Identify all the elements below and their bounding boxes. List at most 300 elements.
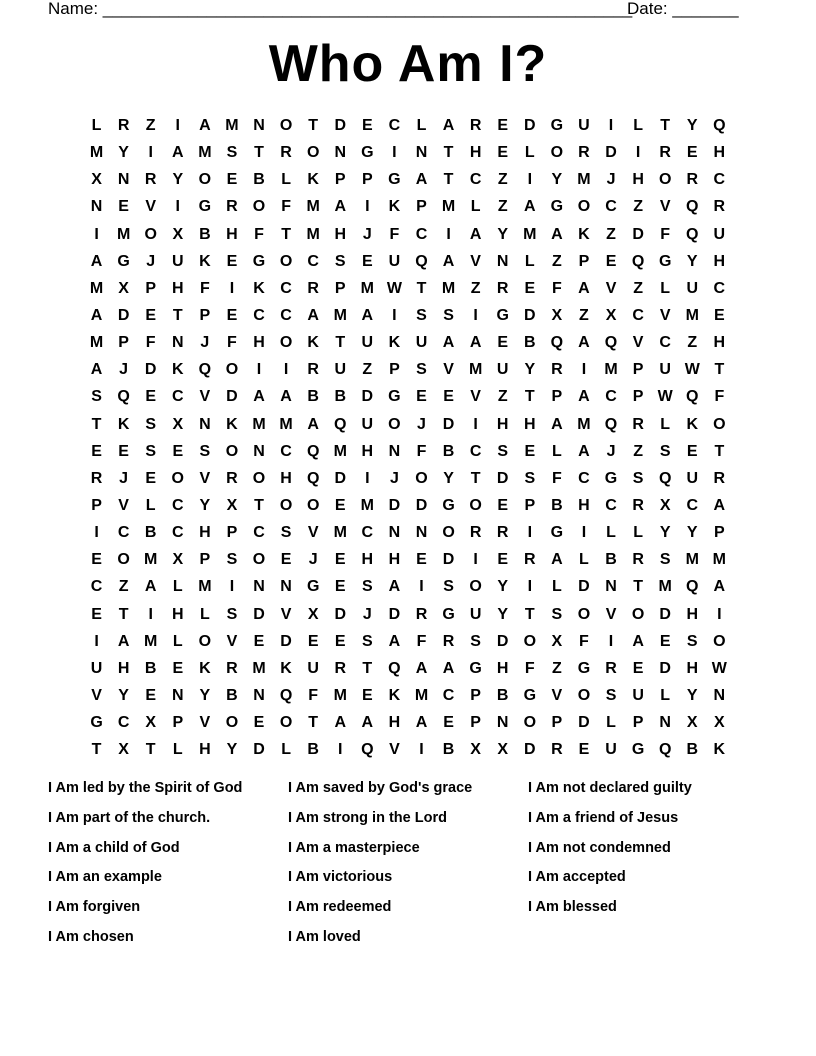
grid-cell: D <box>605 144 617 162</box>
grid-cell: P <box>91 496 102 514</box>
grid-cell: T <box>118 605 129 623</box>
grid-cell: T <box>145 741 156 759</box>
grid-cell: V <box>605 279 617 297</box>
grid-row <box>83 112 733 139</box>
grid-cell: S <box>659 551 671 569</box>
grid-cell: E <box>118 442 129 460</box>
grid-cell: S <box>91 388 102 406</box>
grid-cell: E <box>714 306 725 324</box>
grid-cell: L <box>606 714 616 732</box>
word-list-item: I Am a friend of Jesus <box>528 809 679 826</box>
grid-cell: E <box>659 632 671 650</box>
grid-cell: Z <box>470 279 481 297</box>
grid-cell: Q <box>306 442 320 460</box>
grid-row <box>83 709 733 736</box>
grid-cell: N <box>388 524 401 542</box>
grid-cell: Q <box>198 361 212 379</box>
grid-cell: O <box>279 117 293 134</box>
grid-cell: B <box>686 741 699 759</box>
grid-cell: R <box>578 144 590 162</box>
grid-cell: U <box>307 659 319 677</box>
grid-cell: F <box>714 388 725 406</box>
grid-cell: T <box>416 279 427 297</box>
word-list-item: I Am saved by God's grace <box>288 780 473 796</box>
grid-cell: D <box>334 469 347 487</box>
grid-cell: T <box>714 442 725 460</box>
grid-cell: K <box>307 171 319 189</box>
grid-cell: V <box>632 334 644 352</box>
grid-cell: W <box>386 279 402 297</box>
grid-cell: D <box>659 659 671 677</box>
grid-cell: E <box>497 144 509 162</box>
grid-row <box>83 655 733 682</box>
grid-cell: M <box>252 415 266 433</box>
grid-cell: R <box>226 469 238 487</box>
grid-cell: K <box>226 415 238 433</box>
grid-cell: T <box>633 578 643 596</box>
grid-cell: A <box>632 632 644 650</box>
grid-cell: L <box>579 551 589 569</box>
grid-cell: I <box>256 361 262 379</box>
grid-cell: U <box>361 334 374 352</box>
grid-row <box>83 221 733 248</box>
grid-row <box>83 411 733 438</box>
grid-cell: R <box>307 279 319 297</box>
grid-cell: P <box>632 361 644 379</box>
grid-cell: H <box>524 415 536 433</box>
grid-cell: S <box>632 469 644 487</box>
grid-cell: R <box>686 171 699 189</box>
grid-cell: E <box>632 659 644 677</box>
grid-cell: I <box>608 117 614 134</box>
grid-cell: C <box>686 496 699 514</box>
grid-cell: C <box>117 524 130 542</box>
grid-cell: G <box>388 388 401 406</box>
grid-cell: T <box>281 225 291 243</box>
grid-cell: C <box>171 524 184 542</box>
grid-cell: X <box>714 714 725 732</box>
grid-cell: A <box>551 551 563 569</box>
grid-cell: N <box>171 686 184 704</box>
grid-cell: M <box>658 578 672 596</box>
grid-cell: E <box>361 117 373 134</box>
grid-cell: L <box>551 442 562 460</box>
grid-cell: F <box>524 659 535 677</box>
grid-cell: F <box>308 686 319 704</box>
grid-cell: K <box>117 415 130 433</box>
grid-cell: E <box>361 252 373 270</box>
grid-cell: A <box>280 388 292 406</box>
grid-cell: I <box>446 225 451 243</box>
grid-cell: J <box>119 361 129 379</box>
date-field-line: Date: _______ <box>627 0 739 18</box>
grid-cell: X <box>172 225 184 243</box>
grid-cell: H <box>226 225 238 243</box>
grid-cell: R <box>551 361 563 379</box>
grid-cell: L <box>470 198 481 216</box>
grid-cell: Y <box>497 578 509 596</box>
grid-cell: E <box>226 306 238 324</box>
grid-cell: S <box>686 632 698 650</box>
grid-cell: P <box>578 252 590 270</box>
grid-cell: Y <box>199 686 211 704</box>
grid-cell: E <box>307 632 319 650</box>
grid-cell: A <box>442 117 455 134</box>
grid-cell: O <box>306 144 320 162</box>
grid-cell: A <box>388 632 401 650</box>
grid-cell: M <box>360 496 374 514</box>
grid-cell: E <box>91 442 102 460</box>
grid-cell: L <box>551 578 562 596</box>
grid-cell: O <box>279 252 293 270</box>
grid-cell: D <box>388 605 401 623</box>
grid-cell: L <box>660 415 671 433</box>
grid-cell: M <box>685 551 699 569</box>
grid-cell: R <box>469 117 482 134</box>
grid-cell: M <box>89 334 104 352</box>
grid-cell: X <box>226 496 238 514</box>
grid-cell: R <box>469 524 482 542</box>
grid-cell: S <box>416 306 427 324</box>
grid-cell: R <box>144 171 157 189</box>
grid-cell: U <box>496 361 509 379</box>
grid-cell: V <box>307 524 319 542</box>
grid-cell: Y <box>686 252 698 270</box>
grid-cell: G <box>658 252 672 270</box>
grid-cell: X <box>91 171 102 189</box>
grid-cell: M <box>279 415 293 433</box>
grid-cell: B <box>334 388 347 406</box>
grid-cell: G <box>306 578 320 596</box>
grid-cell: T <box>254 496 264 514</box>
grid-cell: L <box>199 605 210 623</box>
grid-cell: X <box>686 714 698 732</box>
grid-cell: A <box>578 334 590 352</box>
grid-cell: G <box>604 469 618 487</box>
grid-cell: M <box>306 198 320 216</box>
grid-cell: N <box>713 686 726 704</box>
grid-cell: A <box>442 252 455 270</box>
grid-cell: Q <box>334 415 347 433</box>
grid-cell: I <box>283 361 289 379</box>
grid-cell: D <box>361 388 374 406</box>
grid-cell: G <box>496 306 509 324</box>
grid-cell: A <box>578 442 590 460</box>
grid-cell: A <box>307 306 319 324</box>
grid-cell: D <box>632 225 644 243</box>
grid-cell: E <box>226 252 238 270</box>
grid-cell: M <box>360 279 374 297</box>
grid-cell: M <box>604 361 618 379</box>
grid-cell: D <box>117 306 130 324</box>
grid-cell: A <box>117 632 130 650</box>
grid-cell: R <box>496 279 509 297</box>
grid-cell: U <box>659 361 671 379</box>
grid-cell: C <box>280 442 292 460</box>
grid-cell: V <box>470 252 481 270</box>
grid-cell: B <box>144 524 157 542</box>
grid-cell: D <box>253 605 265 623</box>
grid-cell: V <box>280 605 292 623</box>
grid-cell: O <box>252 469 266 487</box>
grid-cell: E <box>443 714 454 732</box>
grid-cell: P <box>334 279 346 297</box>
grid-cell: W <box>657 388 673 406</box>
grid-cell: B <box>307 388 319 406</box>
grid-cell: H <box>361 551 374 569</box>
grid-cell: L <box>633 524 643 542</box>
grid-cell: H <box>496 659 509 677</box>
grid-cell: D <box>388 496 401 514</box>
page-title: Who Am I? <box>268 35 548 93</box>
grid-row <box>83 573 733 600</box>
grid-cell: C <box>171 496 184 514</box>
grid-cell: R <box>117 117 130 134</box>
grid-cell: L <box>281 171 291 189</box>
grid-cell: A <box>551 415 563 433</box>
grid-cell: H <box>280 469 292 487</box>
word-list-item: I Am an example <box>48 869 162 886</box>
grid-cell: F <box>389 225 400 243</box>
grid-cell: B <box>226 686 238 704</box>
grid-cell: Q <box>631 252 645 270</box>
grid-cell: E <box>578 741 590 759</box>
grid-cell: S <box>497 442 509 460</box>
grid-cell: H <box>253 334 265 352</box>
grid-cell: O <box>144 225 157 243</box>
grid-cell: T <box>660 117 671 134</box>
grid-cell: M <box>252 659 266 677</box>
word-list-item: I Am a child of God <box>48 839 180 856</box>
grid-cell: J <box>119 469 129 487</box>
grid-cell: I <box>581 361 587 379</box>
word-list-item: I Am chosen <box>48 928 134 945</box>
grid-cell: H <box>713 334 726 352</box>
grid-cell: C <box>469 171 482 189</box>
grid-cell: F <box>254 225 264 243</box>
grid-cell: R <box>524 551 536 569</box>
grid-cell: P <box>172 714 184 732</box>
grid-cell: I <box>94 225 99 243</box>
grid-cell: P <box>632 714 644 732</box>
grid-cell: B <box>307 741 319 759</box>
grid-cell: F <box>551 469 562 487</box>
grid-cell: Y <box>524 361 536 379</box>
grid-cell: A <box>469 225 482 243</box>
grid-cell: F <box>416 442 427 460</box>
grid-cell: K <box>199 252 211 270</box>
grid-cell: A <box>578 279 590 297</box>
grid-cell: A <box>578 388 590 406</box>
grid-cell: B <box>144 659 157 677</box>
grid-cell: O <box>252 198 266 216</box>
grid-cell: O <box>713 415 726 433</box>
grid-cell: N <box>280 578 292 596</box>
grid-cell: Q <box>658 741 672 759</box>
grid-cell: E <box>443 388 454 406</box>
grid-cell: M <box>441 279 456 297</box>
grid-cell: K <box>388 686 401 704</box>
grid-cell: N <box>659 714 671 732</box>
grid-cell: R <box>415 605 428 623</box>
grid-row <box>83 193 733 220</box>
grid-cell: N <box>253 578 265 596</box>
grid-cell: Z <box>633 279 643 297</box>
grid-cell: V <box>551 686 563 704</box>
grid-row <box>83 302 733 329</box>
grid-cell: E <box>524 442 536 460</box>
grid-cell: P <box>361 171 373 189</box>
grid-cell: O <box>306 496 320 514</box>
grid-cell: J <box>417 415 426 433</box>
grid-cell: U <box>415 334 428 352</box>
grid-cell: X <box>605 306 617 324</box>
grid-cell: A <box>144 578 157 596</box>
grid-cell: H <box>496 415 509 433</box>
grid-cell: D <box>144 361 157 379</box>
grid-cell: E <box>145 469 157 487</box>
grid-cell: E <box>524 279 536 297</box>
grid-cell: N <box>90 198 103 216</box>
grid-cell: E <box>91 551 102 569</box>
grid-cell: T <box>443 171 454 189</box>
grid-row <box>83 383 733 410</box>
grid-cell: H <box>578 496 590 514</box>
grid-cell: Z <box>579 306 589 324</box>
grid-cell: S <box>605 686 617 704</box>
grid-cell: Y <box>118 686 129 704</box>
grid-row <box>83 546 733 573</box>
grid-row <box>83 356 733 383</box>
grid-cell: V <box>118 496 129 514</box>
grid-cell: J <box>389 469 399 487</box>
grid-cell: C <box>280 306 292 324</box>
grid-cell: C <box>307 252 319 270</box>
grid-cell: H <box>117 659 130 677</box>
grid-cell: O <box>577 605 591 623</box>
grid-cell: D <box>578 714 590 732</box>
grid-cell: Z <box>497 171 508 189</box>
grid-cell: S <box>226 605 238 623</box>
grid-cell: G <box>198 198 212 216</box>
grid-cell: L <box>633 117 643 134</box>
grid-cell: Z <box>145 117 156 134</box>
grid-cell: H <box>686 659 699 677</box>
grid-cell: S <box>524 469 536 487</box>
grid-cell: C <box>280 279 292 297</box>
grid-cell: U <box>361 415 374 433</box>
grid-cell: M <box>198 578 212 596</box>
grid-cell: Q <box>117 388 130 406</box>
grid-cell: R <box>713 198 726 216</box>
grid-cell: V <box>199 469 211 487</box>
grid-cell: I <box>608 632 614 650</box>
grid-cell: Z <box>362 361 373 379</box>
grid-row <box>83 492 733 519</box>
grid-cell: R <box>496 524 509 542</box>
name-field-line: Name: ________________________________________________________ <box>48 0 633 18</box>
grid-cell: A <box>90 306 103 324</box>
grid-cell: G <box>117 252 130 270</box>
grid-row <box>83 139 733 166</box>
grid-cell: T <box>91 741 102 759</box>
word-list-item: I Am redeemed <box>288 899 392 916</box>
grid-cell: D <box>442 415 455 433</box>
grid-cell: O <box>117 551 130 569</box>
grid-cell: U <box>686 279 699 297</box>
grid-cell: J <box>606 171 616 189</box>
grid-cell: P <box>551 388 563 406</box>
grid-cell: O <box>469 496 482 514</box>
grid-cell: N <box>388 442 401 460</box>
grid-cell: X <box>551 632 563 650</box>
grid-cell: O <box>713 632 726 650</box>
grid-cell: U <box>469 605 482 623</box>
grid-cell: W <box>684 361 700 379</box>
grid-cell: E <box>280 551 292 569</box>
grid-cell: O <box>279 714 293 732</box>
grid-cell: O <box>279 496 293 514</box>
grid-cell: Y <box>199 496 211 514</box>
grid-cell: T <box>308 117 319 134</box>
grid-cell: F <box>145 334 156 352</box>
grid-cell: H <box>713 144 726 162</box>
grid-cell: I <box>338 741 343 759</box>
grid-cell: Y <box>497 605 509 623</box>
grid-cell: Z <box>606 225 616 243</box>
grid-cell: S <box>361 632 373 650</box>
grid-cell: R <box>713 469 726 487</box>
grid-cell: G <box>90 714 103 732</box>
grid-cell: X <box>172 551 184 569</box>
grid-cell: Y <box>659 524 671 542</box>
grid-cell: P <box>226 524 238 542</box>
grid-cell: T <box>335 334 346 352</box>
grid-cell: P <box>389 361 400 379</box>
grid-cell: R <box>280 144 292 162</box>
grid-cell: A <box>415 659 428 677</box>
grid-cell: Y <box>443 469 454 487</box>
grid-cell: C <box>171 388 184 406</box>
grid-cell: P <box>145 279 157 297</box>
grid-cell: C <box>253 524 265 542</box>
grid-cell: E <box>172 659 184 677</box>
grid-cell: X <box>118 741 129 759</box>
grid-cell: A <box>253 388 265 406</box>
grid-cell: Q <box>686 198 699 216</box>
grid-cell: F <box>416 632 427 650</box>
grid-cell: S <box>443 578 454 596</box>
grid-cell: V <box>470 388 481 406</box>
grid-cell: I <box>392 306 397 324</box>
grid-cell: F <box>660 225 671 243</box>
grid-cell: O <box>442 524 455 542</box>
grid-cell: N <box>117 171 130 189</box>
grid-cell: X <box>172 415 184 433</box>
grid-row <box>83 275 733 302</box>
grid-cell: T <box>362 659 373 677</box>
grid-cell: I <box>392 144 397 162</box>
grid-cell: G <box>361 144 374 162</box>
grid-cell: I <box>419 578 424 596</box>
grid-cell: Y <box>551 171 563 189</box>
grid-cell: G <box>577 659 591 677</box>
grid-cell: Q <box>713 117 726 134</box>
grid-cell: Y <box>686 686 698 704</box>
grid-cell: S <box>226 551 238 569</box>
grid-cell: R <box>90 469 103 487</box>
grid-cell: N <box>415 524 428 542</box>
